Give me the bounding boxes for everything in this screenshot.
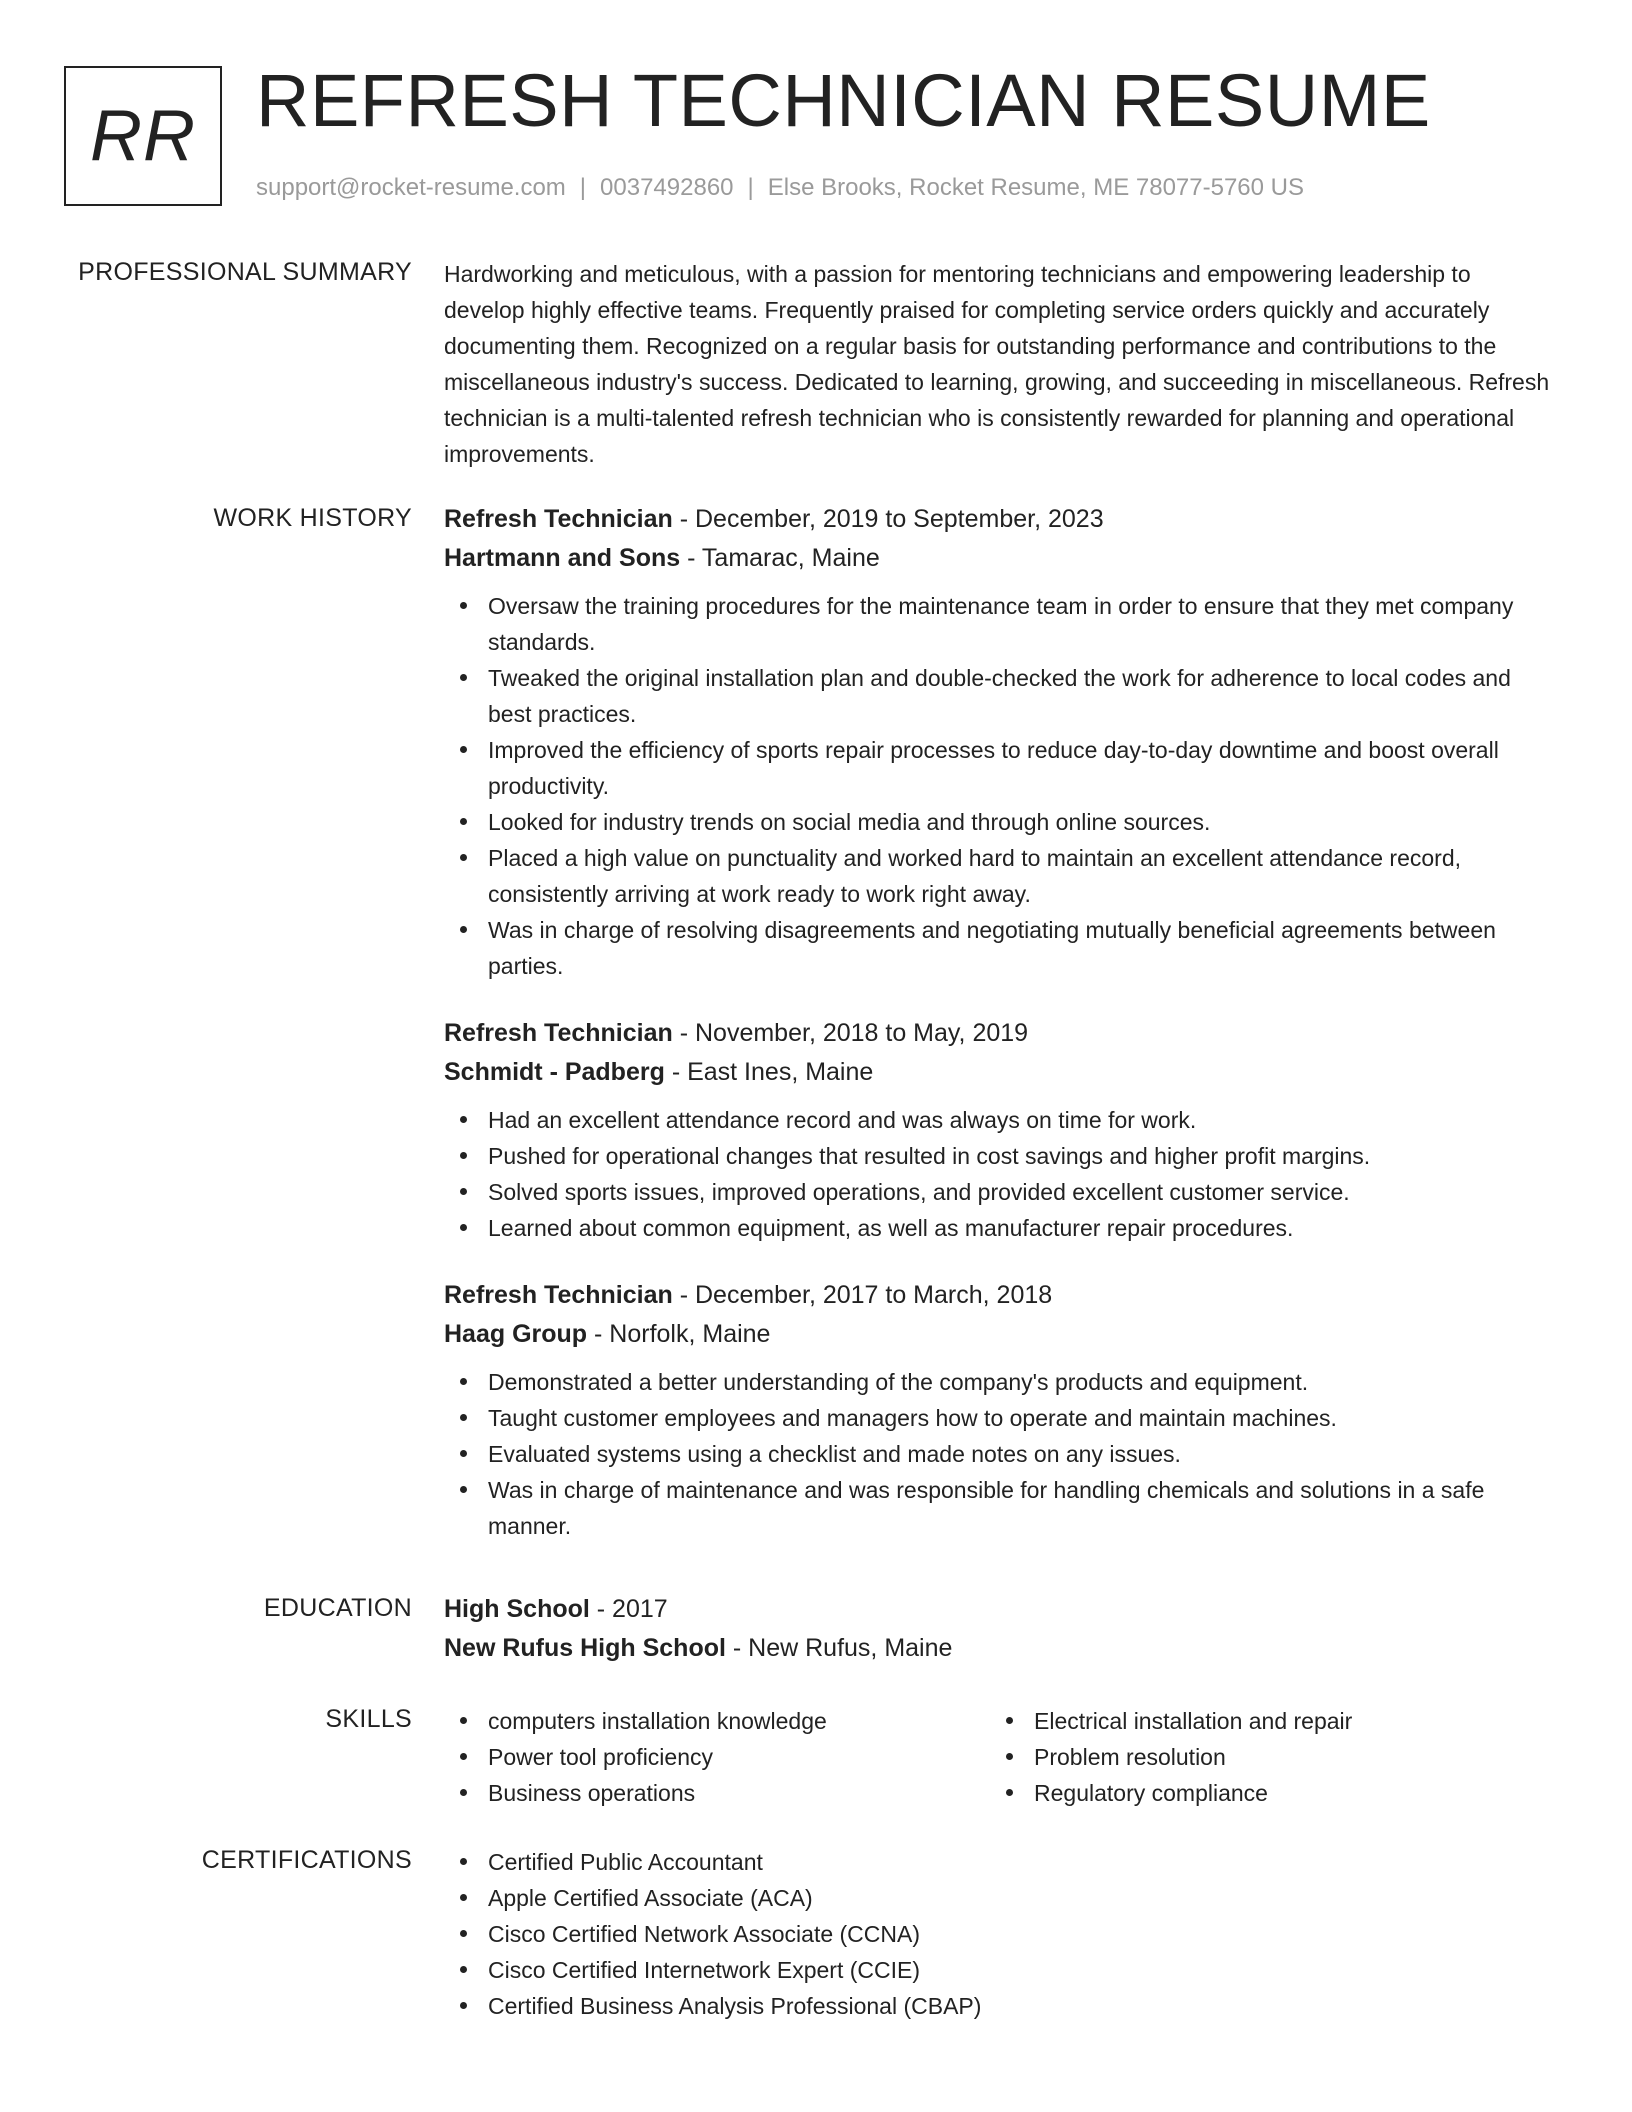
job-entry: [444, 500, 1554, 984]
job-location: - Tamarac, Maine: [680, 544, 880, 572]
job-role-line: [444, 500, 1554, 539]
list-item: Was in charge of resolving disagreements and negotiating mutually beneficial agreements between parties.: [444, 912, 1554, 984]
summary-text: Hardworking and meticulous, with a passion for mentoring technicians and empowering leadership to develop highly effective teams. Frequently praised for completing service orders quickly and accurately documenting them. Recognized on a regular basis for outstanding performance and contributions to the miscellaneous industry's success. Dedicated to learning, growing, and succeeding in miscellaneous. Refresh technician is a multi-talented refresh technician who is consistently rewarded for planning and operational improvements.: [444, 261, 1550, 467]
education-degree-line: [444, 1590, 1554, 1629]
list-item: Tweaked the original installation plan and double-checked the work for adherence to local codes and best practices.: [444, 660, 1554, 732]
contact-line: [256, 174, 1304, 202]
list-item: Solved sports issues, improved operations, and provided excellent customer service.: [444, 1174, 1554, 1210]
contact-separator: |: [747, 174, 754, 201]
job-role: Refresh Technician: [444, 1019, 673, 1047]
list-item: Was in charge of maintenance and was responsible for handling chemicals and solutions in a safe manner.: [444, 1472, 1554, 1544]
resume-title: REFRESH TECHNICIAN RESUME: [256, 59, 1431, 142]
list-item: Demonstrated a better understanding of the company's products and equipment.: [444, 1364, 1554, 1400]
list-item: Certified Public Accountant: [444, 1844, 1554, 1880]
list-item: Learned about common equipment, as well as manufacturer repair procedures.: [444, 1210, 1554, 1246]
list-item: Certified Business Analysis Professional (CBAP): [444, 1988, 1554, 2024]
education-school-line: [444, 1629, 1554, 1668]
job-dates: - November, 2018 to May, 2019: [672, 1019, 1029, 1047]
job-company: Haag Group: [444, 1320, 588, 1348]
work-history-heading: WORK HISTORY: [213, 504, 412, 532]
summary-body: [444, 256, 1554, 472]
job-dates: - December, 2017 to March, 2018: [672, 1281, 1053, 1309]
job-role-line: [444, 1014, 1554, 1053]
list-item: computers installation knowledge: [444, 1703, 990, 1739]
job-location: - East Ines, Maine: [664, 1058, 874, 1086]
job-entry: [444, 1014, 1554, 1246]
monogram-initials: RR: [90, 96, 196, 176]
list-item: Electrical installation and repair: [990, 1703, 1536, 1739]
skills-column-left: [444, 1703, 990, 1811]
certifications-list: [444, 1844, 1554, 2024]
job-company-line: [444, 1053, 1554, 1092]
list-item: Looked for industry trends on social media and through online sources.: [444, 804, 1554, 840]
list-item: Evaluated systems using a checklist and made notes on any issues.: [444, 1436, 1554, 1472]
skills-grid: [444, 1703, 1554, 1811]
job-role: Refresh Technician: [444, 1281, 673, 1309]
contact-email: support@rocket-resume.com: [256, 174, 566, 201]
summary-heading: PROFESSIONAL SUMMARY: [78, 258, 412, 286]
job-company-line: [444, 539, 1554, 578]
monogram-badge: [64, 66, 222, 206]
job-dates: - December, 2019 to September, 2023: [672, 505, 1104, 533]
certifications-body: [444, 1844, 1554, 2024]
skills-column-right: [990, 1703, 1536, 1811]
skills-heading: SKILLS: [325, 1705, 412, 1733]
list-item: Regulatory compliance: [990, 1775, 1536, 1811]
job-bullets: [444, 588, 1554, 984]
job-company: Schmidt - Padberg: [444, 1058, 665, 1086]
education-degree: High School: [444, 1595, 590, 1623]
job-company: Hartmann and Sons: [444, 544, 681, 572]
list-item: Apple Certified Associate (ACA): [444, 1880, 1554, 1916]
list-item: Power tool proficiency: [444, 1739, 990, 1775]
list-item: Business operations: [444, 1775, 990, 1811]
job-bullets: [444, 1102, 1554, 1246]
work-history-body: [444, 500, 1554, 1574]
contact-address: Else Brooks, Rocket Resume, ME 78077-5760 US: [767, 174, 1304, 201]
skills-body: [444, 1703, 1554, 1811]
education-body: [444, 1590, 1554, 1668]
job-bullets: [444, 1364, 1554, 1544]
education-heading: EDUCATION: [263, 1594, 412, 1622]
certifications-heading: CERTIFICATIONS: [201, 1846, 412, 1874]
job-role: Refresh Technician: [444, 505, 673, 533]
list-item: Cisco Certified Internetwork Expert (CCIE): [444, 1952, 1554, 1988]
list-item: Taught customer employees and managers how to operate and maintain machines.: [444, 1400, 1554, 1436]
education-school: New Rufus High School: [444, 1634, 726, 1662]
list-item: Oversaw the training procedures for the maintenance team in order to ensure that they met company standards.: [444, 588, 1554, 660]
education-year: - 2017: [589, 1595, 668, 1623]
job-location: - Norfolk, Maine: [587, 1320, 771, 1348]
contact-phone: 0037492860: [600, 174, 734, 201]
list-item: Pushed for operational changes that resulted in cost savings and higher profit margins.: [444, 1138, 1554, 1174]
job-company-line: [444, 1315, 1554, 1354]
list-item: Had an excellent attendance record and was always on time for work.: [444, 1102, 1554, 1138]
list-item: Problem resolution: [990, 1739, 1536, 1775]
list-item: Placed a high value on punctuality and worked hard to maintain an excellent attendance record, consistently arriving at work ready to work right away.: [444, 840, 1554, 912]
education-location: - New Rufus, Maine: [725, 1634, 953, 1662]
job-role-line: [444, 1276, 1554, 1315]
contact-separator: |: [579, 174, 587, 201]
list-item: Improved the efficiency of sports repair processes to reduce day-to-day downtime and boost overall productivity.: [444, 732, 1554, 804]
job-entry: [444, 1276, 1554, 1544]
list-item: Cisco Certified Network Associate (CCNA): [444, 1916, 1554, 1952]
